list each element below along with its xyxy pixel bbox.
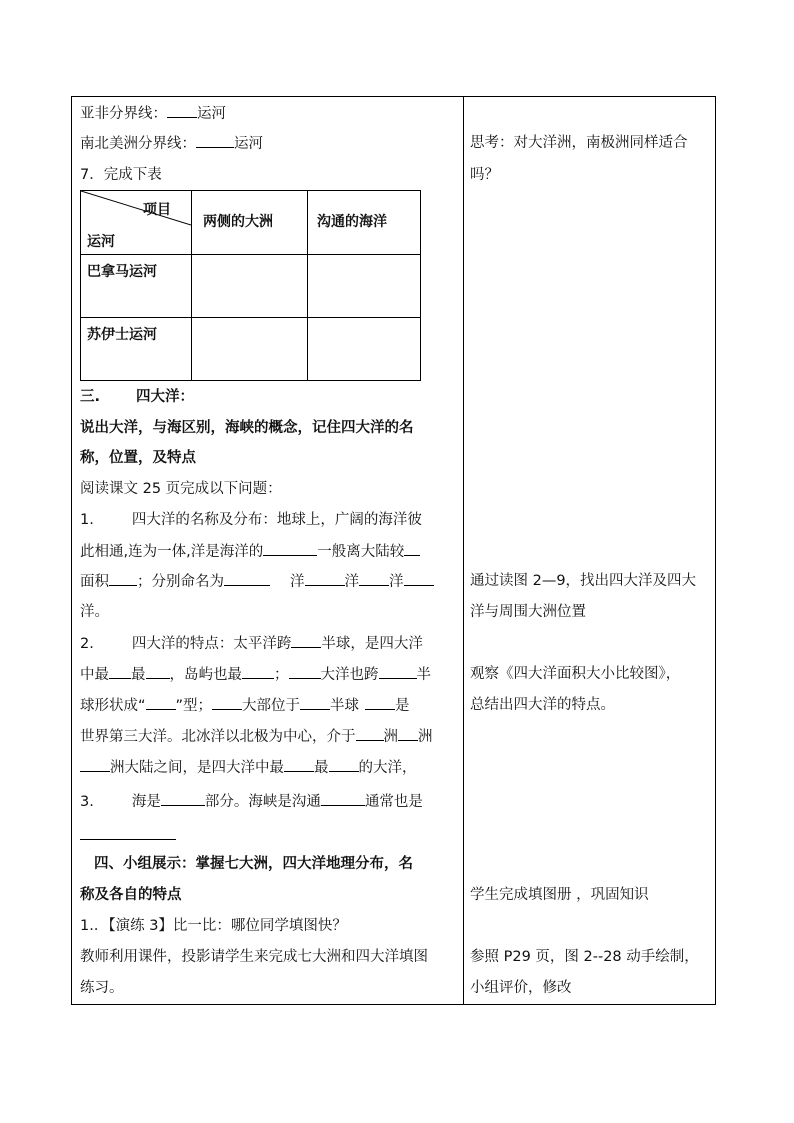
q2-line-5 [80,757,417,778]
think-1: 思考：对大洋洲，南极洲同样适合 [470,135,688,151]
q2-line-3 [80,695,410,716]
text: 洋 [290,574,305,590]
text: 洲 [418,729,433,745]
answer-blank-line [80,839,176,840]
text: 半球，是四大洋 [321,636,423,652]
learning-goal-1: 说出大洋，与海区别，海峡的概念，记住四大洋的名 [80,420,414,436]
teacher-activity-2: 练习。 [80,980,124,996]
observe-2: 总结出四大洋的特点。 [470,697,615,713]
q3-line-1 [80,791,423,812]
text: 一般离大陆较 [317,544,405,560]
row-line [81,254,420,255]
blank [109,664,131,679]
blank [109,571,137,586]
text: 球形状成“ [80,698,146,714]
reading-instruction: 阅读课文 25 页完成以下问题： [80,481,282,497]
row-panama: 巴拿马运河 [87,264,157,280]
q-number: 2. [80,636,94,652]
q2-line-4 [80,726,433,747]
text: 是 [395,698,410,714]
text: 最 [314,760,329,776]
text: ； [274,667,289,683]
asia-africa-boundary [80,103,226,124]
suffix: 运河 [197,106,226,122]
section-title: 四大洋： [136,389,195,405]
blank [404,571,434,586]
teacher-activity-1: 教师利用课件，投影请学生来完成七大洲和四大洋填图 [80,949,428,965]
section-3-heading [80,387,194,407]
blank [356,726,384,741]
q-number: 1. [80,512,94,528]
text: 四大洋的特点：太平洋跨 [131,636,292,652]
blank [291,633,321,648]
text: 洲大陆之间，是四大洋中最 [110,760,284,776]
section-4-line-2: 称及各自的特点 [80,887,182,903]
q1-line-4: 洋。 [80,604,109,620]
blank [146,695,176,710]
lesson-plan-table [71,96,716,1005]
learning-goal-2: 称，位置，及特点 [80,450,196,466]
think-2: 吗？ [470,167,499,183]
blank [212,695,242,710]
text: 此相通,连为一体,洋是海洋的 [80,544,264,560]
blank [284,757,314,772]
students-activity: 学生完成填图册 ，巩固知识 [470,887,649,903]
reference-2: 小组评价，修改 [470,980,572,996]
text: ，岛屿也最 [169,667,242,683]
blank [359,571,389,586]
row-suez: 苏伊士运河 [87,327,157,343]
q2-line-2 [80,664,431,685]
blank [305,571,345,586]
header-continents: 两侧的大洲 [203,214,273,230]
text: 四大洋的名称及分布：地球上，广阔的海洋彼 [131,512,422,528]
text: 半 [416,667,431,683]
observe-1: 观察《四大洋面积大小比较图》， [470,666,681,682]
text: 洋 [389,574,404,590]
col-line [307,191,308,380]
label: 南北美洲分界线： [80,136,196,152]
question-7: 7．完成下表 [80,167,162,183]
blank [321,791,365,806]
col-line [191,191,192,380]
blank [329,757,359,772]
blank [404,541,420,556]
text: 通常也是 [364,794,423,810]
blank [263,541,317,556]
text: 部分。海峡是沟通 [204,794,321,810]
blank [80,757,110,772]
label: 亚非分界线： [80,106,167,122]
column-divider [463,97,464,1004]
blank [224,571,270,586]
header-canal: 运河 [87,234,115,250]
blank [242,664,274,679]
drill-3: 1.．【演练 3】比一比：哪位同学填图快？ [80,918,347,934]
q1-line-2 [80,541,420,562]
canal-table [80,190,421,381]
text: 海是 [131,794,161,810]
reference-1: 参照 P29 页，图 2--28 动手绘制， [470,949,699,965]
blank [196,133,234,148]
section-4-line-1: 四、小组展示：掌握七大洲，四大洋地理分布，名 [94,856,413,872]
blank [300,695,330,710]
q-number: 3. [80,794,94,810]
text: 洋 [344,574,359,590]
blank [146,664,170,679]
text: 中最 [80,667,109,683]
blank [379,664,417,679]
read-map-2: 洋与周围大洲位置 [470,604,586,620]
header-oceans: 沟通的海洋 [317,214,387,230]
blank [365,695,395,710]
text: ；分别命名为 [137,574,224,590]
blank [398,726,418,741]
text: 的大洋， [358,760,417,776]
blank [161,791,205,806]
text: 大洋也跨 [320,667,379,683]
text: 面积 [80,574,109,590]
text: 世界第三大洋。北冰洋以北极为中心，介于 [80,729,356,745]
row-line [81,317,420,318]
blank [167,103,197,118]
q1-line-3 [80,571,434,592]
suffix: 运河 [234,136,263,152]
q1-line-1 [80,510,422,530]
text: 半球 [330,698,360,714]
text: 洲 [383,729,398,745]
americas-boundary [80,133,263,154]
text: 大部位于 [242,698,301,714]
text: ”型； [175,698,213,714]
text: 最 [131,667,146,683]
blank [289,664,321,679]
header-item: 项目 [143,202,171,218]
q2-line-1 [80,633,423,654]
read-map-1: 通过读图 2—9，找出四大洋及四大 [470,573,697,589]
section-number: 三. [80,389,101,405]
